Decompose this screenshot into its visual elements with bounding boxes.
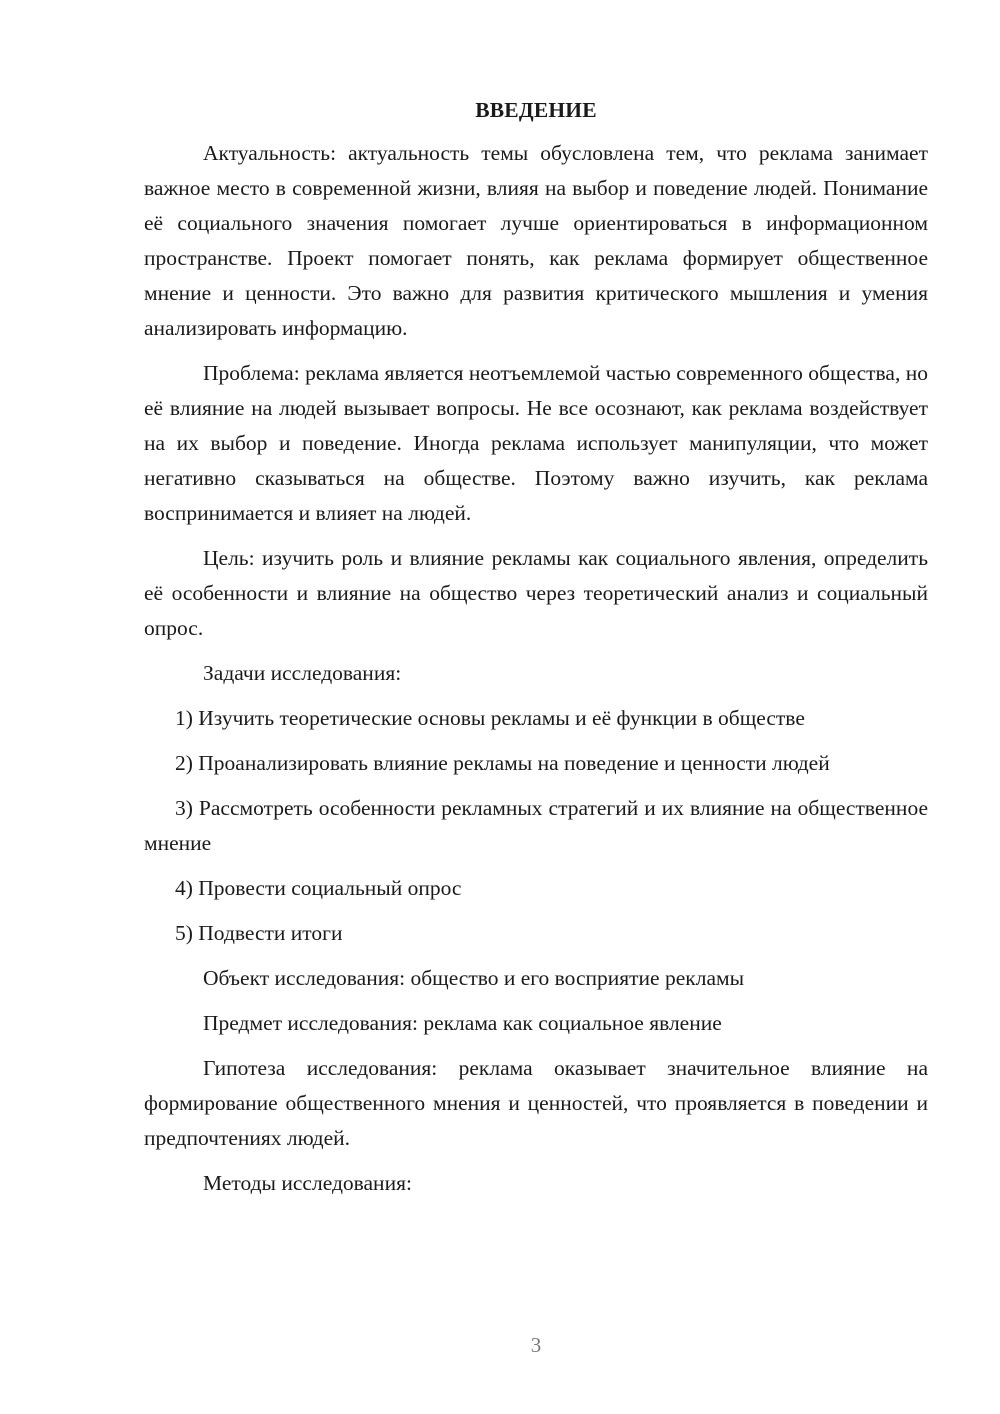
- page-number: 3: [530, 1333, 542, 1357]
- problem-paragraph: Проблема: реклама является неотъемлемой частью современного общества, но её влияние на людей вызывает вопросы. Не все осознают, как реклама воздействует на их выбор и поведение. Иногда реклама использует манипуляции, что может негативно сказываться на обществе. Поэтому важно изучить, как реклама воспринимается и влияет на людей.: [144, 361, 928, 525]
- hypothesis-paragraph: Гипотеза исследования: реклама оказывает значительное влияние на формирование общественного мнения и ценностей, что проявляется в поведении и предпочтениях людей.: [144, 1056, 928, 1150]
- subject-paragraph: Предмет исследования: реклама как социальное явление: [203, 1011, 722, 1035]
- task-item-3: 3) Рассмотреть особенности рекламных стратегий и их влияние на общественное мнение: [144, 796, 928, 855]
- object-paragraph: Объект исследования: общество и его восприятие рекламы: [203, 966, 745, 990]
- task-item-4: 4) Провести социальный опрос: [175, 876, 462, 900]
- goal-paragraph: Цель: изучить роль и влияние рекламы как социального явления, определить её особенности и влияние на общество через теоретический анализ и социальный опрос.: [144, 546, 928, 640]
- page-content: [144, 95, 928, 1211]
- methods-heading: Методы исследования:: [203, 1171, 412, 1195]
- task-item-2: 2) Проанализировать влияние рекламы на поведение и ценности людей: [175, 751, 830, 775]
- tasks-heading: Задачи исследования:: [203, 661, 402, 685]
- relevance-paragraph: Актуальность: актуальность темы обусловлена тем, что реклама занимает важное место в современной жизни, влияя на выбор и поведение людей. Понимание её социального значения помогает лучше ориентироваться в информационном пространстве. Проект помогает понять, как реклама формирует общественное мнение и ценности. Это важно для развития критического мышления и умения анализировать информацию.: [144, 141, 928, 340]
- section-title: ВВЕДЕНИЕ: [475, 98, 597, 122]
- task-item-1: 1) Изучить теоретические основы рекламы и её функции в обществе: [175, 706, 805, 730]
- task-item-5: 5) Подвести итоги: [175, 921, 343, 945]
